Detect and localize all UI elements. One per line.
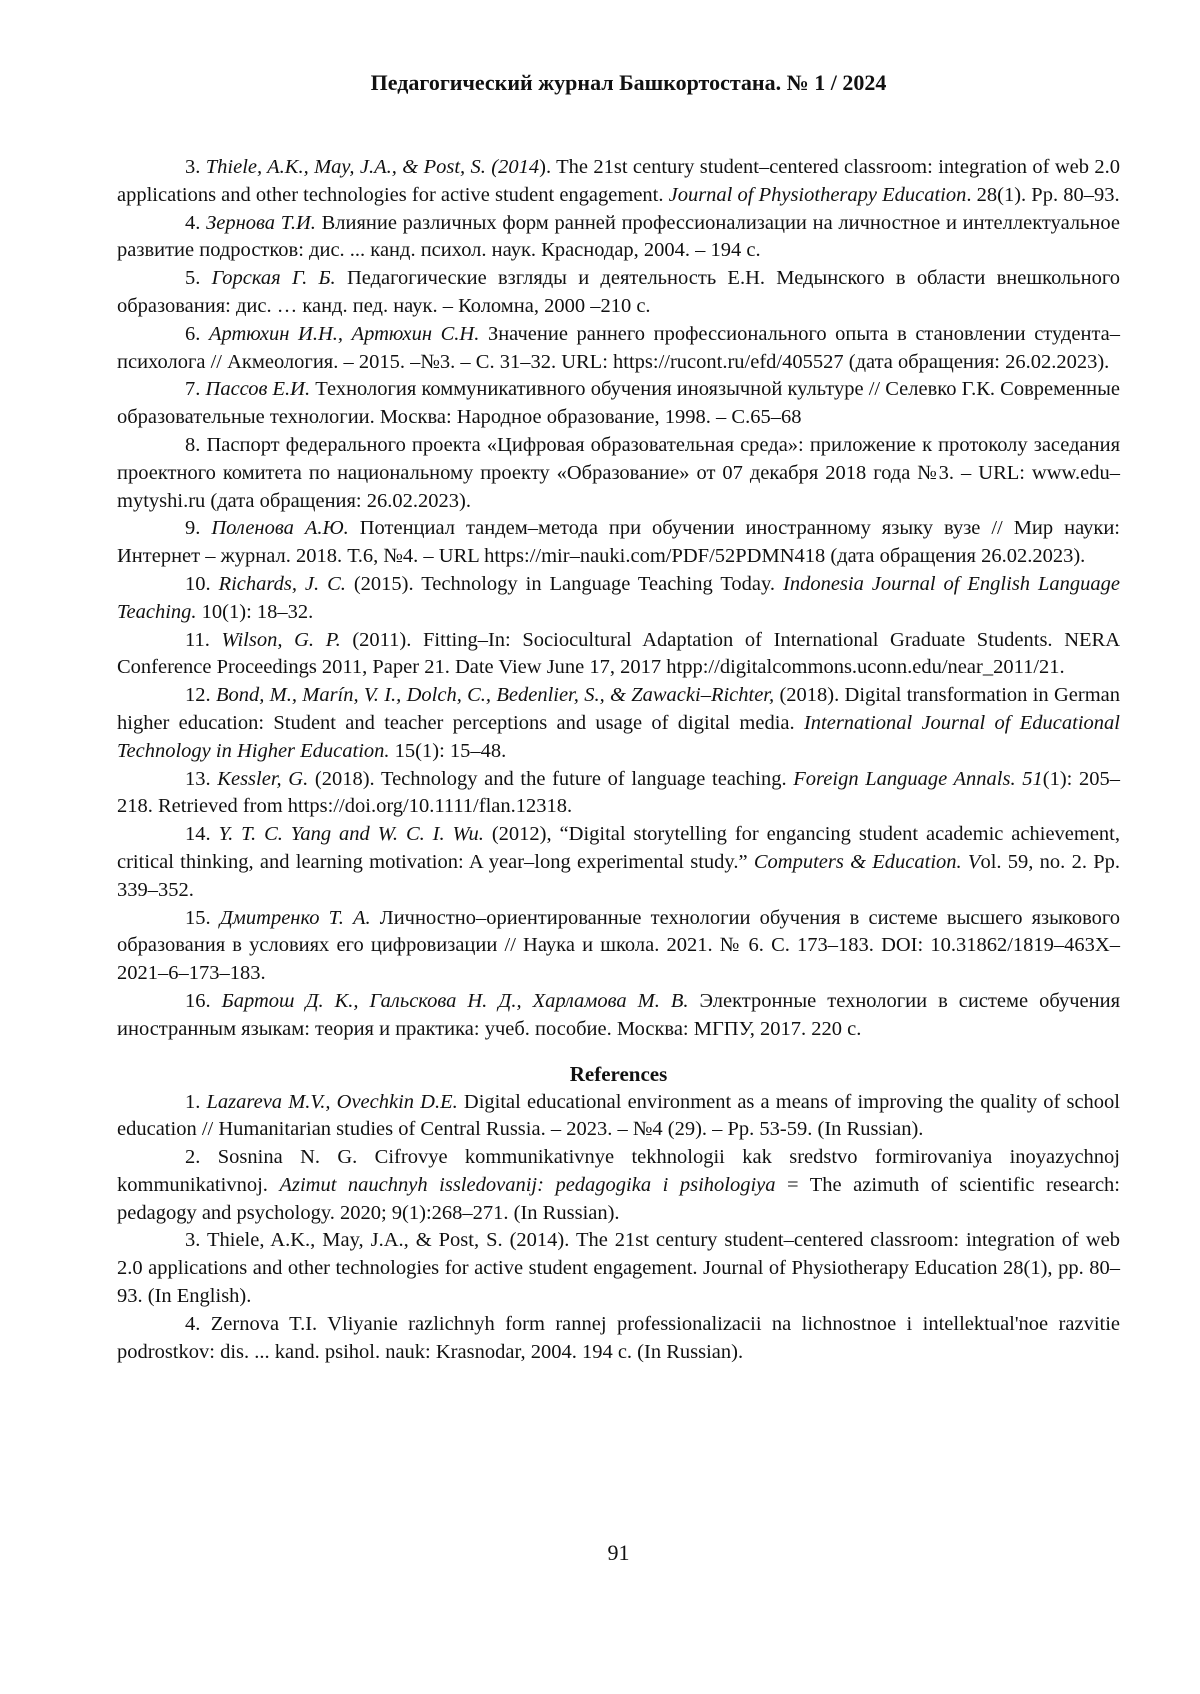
entry-number: 4. — [185, 211, 201, 234]
entry-tail: 15(1): 15–48. — [389, 739, 507, 762]
literature-entry — [117, 627, 1120, 683]
entry-text: Sosnina N. G. Cifrovye kommunikativnye tekhnologii kak sredstvo formirovaniya inoyazychnoj kommunikativnoj. — [117, 1146, 1121, 1196]
literature-entry — [117, 210, 1120, 266]
entry-tail: = The azimuth of scientific research: pedagogy and psychology. 2020; 9(1):268–271. (In Russian). — [117, 1173, 1120, 1224]
entry-text: Паспорт федерального проекта «Цифровая образовательная среда»: приложение к протоколу заседания проектного комитета по национальному проекту «Образование» от 07 декабря 2018 года №3. – URL: www.edu–mytyshi.ru (дата обращения: 26.02.2023). — [117, 433, 1121, 512]
entry-authors: Горская Г. Б. — [211, 267, 336, 290]
entry-source: International Journal of Educational Technology in Higher Education. — [117, 711, 1120, 762]
reference-entry — [117, 1144, 1120, 1227]
entry-text: Digital educational environment as a means of improving the quality of school education // Humanitarian studies of Central Russia. – 2023. – №4 (29). – Pp. 53-59. (In Russian). — [117, 1090, 1120, 1141]
entry-authors: Y. T. C. Yang and W. C. I. Wu. — [218, 823, 484, 846]
entry-number: 9. — [185, 517, 201, 540]
entry-number: 16. — [185, 989, 211, 1012]
literature-entry — [117, 432, 1120, 515]
entry-authors: Пассов Е.И. — [205, 378, 311, 401]
entry-number: 3. — [185, 156, 201, 178]
entry-authors: Kessler, G. — [217, 767, 309, 790]
literature-entry — [117, 265, 1120, 321]
entry-authors: Bond, M., Marín, V. I., Dolch, C., Bedenlier, S., & Zawacki–Richter, — [215, 684, 775, 707]
entry-number: 6. — [185, 322, 201, 345]
entry-text: (2018). Digital transformation in German higher education: Student and teacher perceptions and usage of digital media. — [117, 684, 1121, 734]
entry-number: 14. — [185, 823, 211, 846]
literature-list — [117, 154, 1120, 1044]
entry-authors: Бартош Д. К., Гальскова Н. Д., Харламова М. В. — [221, 989, 689, 1012]
entry-number: 3. — [185, 1229, 201, 1252]
entry-source: Computers & Education. V — [753, 850, 981, 873]
entry-number: 2. — [185, 1146, 201, 1169]
literature-entry — [117, 376, 1120, 432]
entry-source: Journal of Physiotherapy Education — [668, 183, 967, 206]
literature-entry — [117, 571, 1120, 627]
reference-entry — [117, 1311, 1120, 1367]
literature-entry — [117, 766, 1120, 822]
references-heading: References — [569, 1061, 668, 1086]
literature-entry — [117, 515, 1120, 571]
entry-number: 8. — [185, 433, 201, 456]
references-list — [117, 1089, 1120, 1367]
entry-source: Azimut nauchnyh issledovanij: pedagogika i psihologiya — [279, 1173, 776, 1196]
page-number: 91 — [607, 1540, 630, 1565]
literature-entry — [117, 988, 1120, 1044]
literature-entry — [117, 321, 1120, 377]
entry-number: 5. — [185, 267, 201, 290]
entry-number: 7. — [185, 378, 201, 401]
reference-entry — [117, 1227, 1120, 1310]
entry-text: ). The 21st century student–centered classroom: integration of web 2.0 applications and other technologies for active student engagement. — [117, 156, 1121, 206]
entry-text: Влияние различных форм ранней профессионализации на личностное и интеллектуальное развитие подростков: дис. ... канд. психол. наук. Краснодар, 2004. – 194 с. — [117, 211, 1121, 262]
entry-text: Zernova T.I. Vliyanie razlichnyh form rannej professionalizacii na lichnostnoe i intellektual'noe razvitie podrostkov: dis. ... kand. psihol. nauk: Krasnodar, 2004. 194 c. (In Russian). — [117, 1312, 1121, 1363]
entry-authors: Дмитренко Т. А. — [219, 906, 371, 929]
entry-text: (2012), “Digital storytelling for engancing student academic achievement, critical thinking, and learning motivation: A year–long experimental study.” — [117, 823, 1121, 873]
entry-number: 4. — [185, 1312, 201, 1335]
reference-entry — [117, 1089, 1120, 1145]
literature-entry — [117, 821, 1120, 904]
entry-number: 11. — [185, 628, 210, 651]
entry-authors: Thiele, A.K., May, J.A., & Post, S. (2014 — [205, 156, 540, 178]
entry-number: 10. — [185, 572, 211, 595]
entry-source: Indonesia Journal of English Language Teaching. — [117, 572, 1120, 623]
entry-text: Электронные технологии в системе обучения иностранным языкам: теория и практика: учеб. пособие. Москва: МГПУ, 2017. 220 с. — [117, 989, 1121, 1040]
entry-tail: . 28(1). Pp. 80–93. — [966, 183, 1120, 206]
entry-number: 12. — [185, 684, 211, 707]
entry-authors: Wilson, G. P. — [221, 628, 341, 651]
entry-tail: (1): 205–218. Retrieved from https://doi.org/10.1111/flan.12318. — [117, 767, 1121, 818]
running-head: Педагогический журнал Башкортостана. № 1 / 2024 — [370, 70, 887, 95]
entry-number: 1. — [185, 1090, 201, 1113]
entry-source: Foreign Language Annals. 51 — [793, 767, 1043, 790]
entry-number: 13. — [185, 767, 211, 790]
literature-entry — [117, 154, 1120, 210]
literature-entry — [117, 905, 1120, 988]
entry-authors: Поленова А.Ю. — [211, 517, 349, 540]
entry-authors: Артюхин И.Н., Артюхин С.Н. — [208, 322, 480, 345]
entry-text: Thiele, A.K., May, J.A., & Post, S. (2014). The 21st century student–centered classroom: integration of web 2.0 applications and other technologies for active student engagement. Journal of Physiotherapy Education 28(1), pp. 80–93. (In English). — [117, 1229, 1120, 1308]
entry-authors: Richards, J. C. — [218, 572, 346, 595]
entry-text: (2015). Technology in Language Teaching Today. — [345, 572, 783, 595]
literature-entry — [117, 682, 1120, 765]
entry-authors: Lazareva M.V., Ovechkin D.E. — [206, 1090, 458, 1113]
entry-authors: Зернова Т.И. — [206, 211, 316, 234]
entry-text: Личностно–ориентированные технологии обучения в системе высшего языкового образования в условиях его цифровизации // Наука и школа. 2021. № 6. С. 173–183. DOI: 10.31862/1819–463Х–2021–6–173–183. — [117, 906, 1121, 985]
entry-text: (2011). Fitting–In: Sociocultural Adaptation of International Graduate Students. NERA Conference Proceedings 2011, Paper 21. Date View June 17, 2017 htpp://digitalcommons.uconn.edu/near_2011/21. — [117, 628, 1121, 679]
entry-text: Педагогические взгляды и деятельность Е.Н. Медынского в области внешкольного образования: дис. … канд. пед. наук. – Коломна, 2000 –210 с. — [117, 267, 1120, 317]
entry-text: Потенциал тандем–метода при обучении иностранному языку вузе // Мир науки: Интернет – журнал. 2018. Т.6, №4. – URL https://mir–nauki.com/PDF/52PDMN418 (дата обращения 26.02.2023). — [117, 517, 1120, 568]
entry-tail: ol. 59, no. 2. Pp. 339–352. — [117, 850, 1120, 901]
entry-text: Технология коммуникативного обучения иноязычной культуре // Селевко Г.К. Современные образовательные технологии. Москва: Народное образование, 1998. – С.65–68 — [117, 378, 1121, 429]
entry-text: Значение раннего профессионального опыта в становлении студента–психолога // Акмеология. – 2015. –№3. – С. 31–32. URL: https://rucont.ru/efd/405527 (дата обращения: 26.02.2023). — [117, 322, 1121, 373]
entry-tail: 10(1): 18–32. — [196, 600, 314, 623]
entry-number: 15. — [185, 906, 211, 929]
entry-text: (2018). Technology and the future of language teaching. — [308, 767, 794, 790]
